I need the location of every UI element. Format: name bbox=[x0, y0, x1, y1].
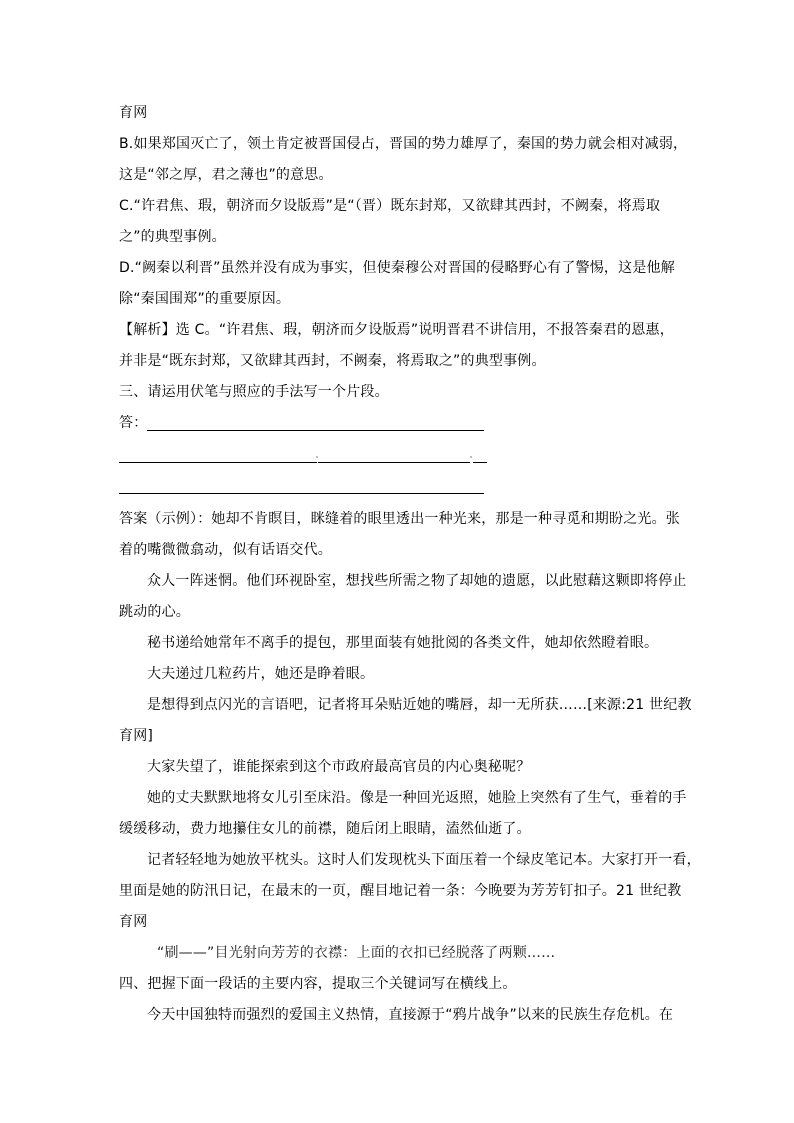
paragraph-line: 大夫递过几粒药片，她还是睁着眼。 bbox=[147, 666, 375, 682]
paragraph-line: 记者轻轻地为她放平枕头。这时人们发现枕头下面压着一个绿皮笔记本。大家打开一看， bbox=[147, 852, 701, 868]
paragraph-line: 她的丈夫默默地将女儿引至床沿。像是一种回光返照，她脸上突然有了生气，垂着的手 bbox=[147, 790, 687, 806]
paragraph-line: 秘书递给她常年不离手的提包，那里面装有她批阅的各类文件，她却依然瞪着眼。 bbox=[147, 635, 659, 651]
answer-blank-line-1 bbox=[147, 430, 484, 431]
question-4-heading: 四、把握下面一段话的主要内容，提取三个关键词写在横线上。 bbox=[119, 976, 517, 992]
option-b-line-1: B.如果郑国灭亡了，领土肯定被晋国侵占，晋国的势力雄厚了，秦国的势力就会相对减弱， bbox=[119, 136, 688, 152]
option-c-line-1: C.“许君焦、瑕，朝济而夕设版焉”是“（晋）既东封郑，又欲肆其西封，不阙秦，将焉取 bbox=[119, 198, 661, 214]
paragraph-line: “刷——”目光射向芳芳的衣襟：上面的衣扣已经脱落了两颗…… bbox=[157, 945, 556, 961]
paragraph-line: 缓缓移动，费力地攥住女儿的前襟，随后闭上眼睛，溘然仙逝了。 bbox=[119, 821, 531, 837]
sample-answer-line-2: 着的嘴微微翕动，似有话语交代。 bbox=[119, 542, 332, 558]
passage-line: 今天中国独特而强烈的爱国主义热情，直接源于“鸦片战争”以来的民族生存危机。在 bbox=[147, 1007, 674, 1023]
analysis-line-1: 【解析】选 C。“许君焦、瑕，朝济而夕设版焉”说明晋君不讲信用，不报答秦君的恩惠， bbox=[119, 322, 674, 338]
paragraph-line: 里面是她的防汛日记，在最末的一页，醒目地记着一条：今晚要为芳芳钉扣子。21 世纪教 bbox=[119, 883, 682, 899]
answer-blank-line-2b bbox=[318, 462, 470, 463]
text-line: 育网 bbox=[119, 105, 148, 121]
stray-mark bbox=[470, 456, 472, 458]
paragraph-line: 大家失望了，谁能探索到这个市政府最高官员的内心奥秘呢？ bbox=[147, 759, 531, 775]
option-d-line-2: 除“秦国围郑”的重要原因。 bbox=[119, 291, 291, 307]
option-b-line-2: 这是“邻之厚，君之薄也”的意思。 bbox=[119, 167, 333, 183]
answer-blank-line-3 bbox=[119, 493, 484, 494]
answer-label: 答： bbox=[119, 415, 148, 431]
paragraph-line: 育网 bbox=[119, 914, 148, 930]
option-c-line-2: 之”的典型事例。 bbox=[119, 229, 226, 245]
paragraph-line: 是想得到点闪光的言语吧，记者将耳朵贴近她的嘴唇，却一无所获……[来源:21 世纪教 bbox=[147, 697, 692, 713]
option-d-line-1: D.“阙秦以利晋”虽然并没有成为事实，但使秦穆公对晋国的侵略野心有了警惕，这是他解 bbox=[119, 260, 675, 276]
answer-blank-line-2c bbox=[473, 462, 487, 463]
sample-answer-line-1: 答案（示例）：她却不肯瞑目，眯缝着的眼里透出一种光来，那是一种寻觅和期盼之光。张 bbox=[119, 511, 680, 527]
stray-mark bbox=[316, 456, 318, 458]
question-3-heading: 三、请运用伏笔与照应的手法写一个片段。 bbox=[119, 384, 389, 400]
answer-blank-line-2a bbox=[119, 462, 317, 463]
paragraph-line: 育网] bbox=[119, 728, 154, 744]
paragraph-line: 跳动的心。 bbox=[119, 604, 190, 620]
analysis-line-2: 并非是“既东封郑，又欲肆其西封，不阙秦，将焉取之”的典型事例。 bbox=[119, 353, 546, 369]
paragraph-line: 众人一阵迷惘。他们环视卧室，想找些所需之物了却她的遗愿，以此慰藉这颗即将停止 bbox=[147, 573, 687, 589]
